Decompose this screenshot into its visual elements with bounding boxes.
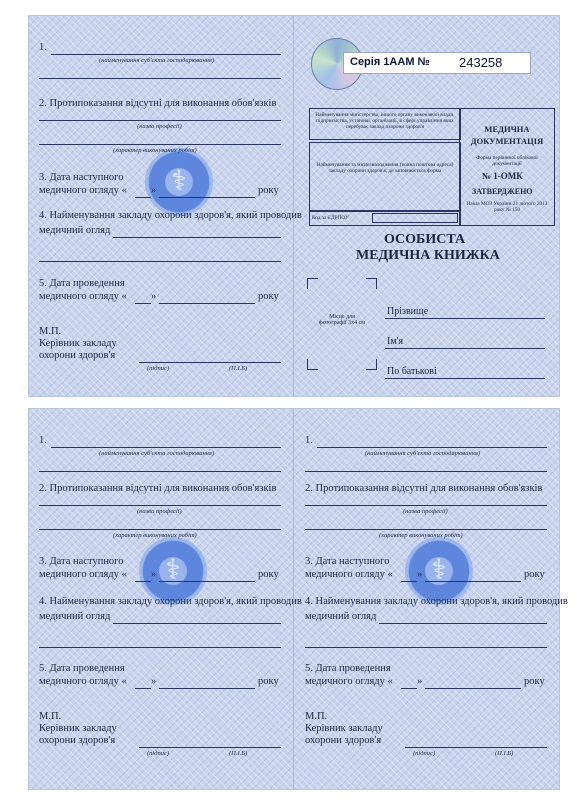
medical-emblem-icon [139, 537, 207, 605]
pib-caption: (П.І.Б) [229, 365, 248, 372]
item-5-line2: медичного огляду « [39, 291, 127, 302]
item-2-text: 2. Протипоказання відсутні для виконання обов'язків [39, 98, 277, 109]
medical-emblem-icon [405, 537, 473, 605]
medical-emblem-icon [145, 148, 213, 216]
item-4-line1: 4. Найменування закладу охорони здоров'я, який проводив [39, 210, 302, 221]
form-info-box: МЕДИЧНА ДОКУМЕНТАЦІЯ Форма первинної облікової документації № 1-ОМК ЗАТВЕРДЖЕНО Наказ МОЗ України 21 лютого 2013 року № 150 [459, 108, 555, 226]
patronymic-label: По батькові [387, 366, 437, 377]
serial-number-box [343, 52, 531, 74]
head-line2: охорони здоров'я [39, 350, 116, 361]
document-top-spread: ⚕ 1. (найменування суб'єкта господарювання) 2. Протипоказання відсутні для виконання обов'язків (назва професії) (характер виконуваних робіт) 3. Дата наступного медичного огляду « » року 4. Найменування закладу охорони здоров'я, який проводив медичний огляд 5. Дата проведення медичного огляду « » року М.П. Керівник закладу охорони здоров'я (підпис) (П.І.Б) Найменування міністерства, іншого органу виконавчої влади, підприємства, установи, організації, в сфері управління яких перебуває заклад охорони здоров'я Найменування та місцезнаходження (повна поштова адреса) закладу охорони здоров'я, де заповнюється форма Код за ЄДРПОУ МЕДИЧНА ДОКУМЕНТАЦІЯ Форма первинної облікової документації № 1-ОМК ЗАТВЕРДЖЕНО Наказ МОЗ України 21 лютого 2013 року № 150 ОСОБИСТА МЕДИЧНА КНИЖКА Місце для фотографії 3х4 см Прізвище Ім'я По батькові [28, 15, 560, 397]
profession-caption: (назва професії) [137, 123, 182, 130]
item-3-line2: медичного огляду « [39, 185, 127, 196]
serial-number: 243258 [459, 55, 503, 70]
item-1-number: 1. [39, 42, 47, 53]
head-line1: Керівник закладу [39, 338, 117, 349]
edrpou-box: Код за ЄДРПОУ [309, 210, 461, 226]
book-title-line1: ОСОБИСТА [384, 232, 466, 247]
stamp-place: М.П. [39, 326, 62, 337]
facility-box: Найменування та місцезнаходження (повна поштова адреса) закладу охорони здоров'я, де заповнюється форма [309, 142, 461, 212]
serial-label: Серія 1ААМ № [350, 56, 430, 68]
document-bottom-spread: ⚕ 1. (найменування суб'єкта господарювання) 2. Протипоказання відсутні для виконання обов'язків (назва професії) (характер виконуваних робіт) 3. Дата наступного медичного огляду « » року 4. Найменування закладу охорони здоров'я, який проводив медичний огляд 5. Дата проведення медичного огляду « » року М.П. Керівник закладу охорони здоров'я (підпис) (П.І.Б) ⚕ 1. (найменування суб'єкта господарювання) 2. Протипоказання відсутні для виконання обов'язків (назва професії) (характер виконуваних робіт) 3. Дата наступного медичного огляду « » року 4. Найменування закладу охорони здоров'я, який проводив медичний огляд 5. Дата проведення медичного огляду « » року М.П. Керівник закладу охорони здоров'я (підпис) (П.І.Б) [28, 408, 560, 790]
item-5-line1: 5. Дата проведення [39, 278, 125, 289]
ministry-box: Найменування міністерства, іншого органу виконавчої влади, підприємства, установи, організації, в сфері управління яких перебуває заклад охорони здоров'я [309, 108, 461, 140]
fold-line [293, 16, 294, 396]
item-3-line1: 3. Дата наступного [39, 172, 124, 183]
subject-name-caption: (найменування суб'єкта господарювання) [99, 57, 215, 64]
book-title-line2: МЕДИЧНА КНИЖКА [356, 248, 500, 263]
work-character-caption: (характер виконуваних робіт) [113, 147, 197, 154]
surname-label: Прізвище [387, 306, 429, 317]
signature-caption: (підпис) [147, 365, 170, 372]
item-4-line2: медичний огляд [39, 225, 111, 236]
photo-frame: Місце для фотографії 3х4 см [307, 278, 377, 370]
given-name-label: Ім'я [387, 336, 404, 347]
